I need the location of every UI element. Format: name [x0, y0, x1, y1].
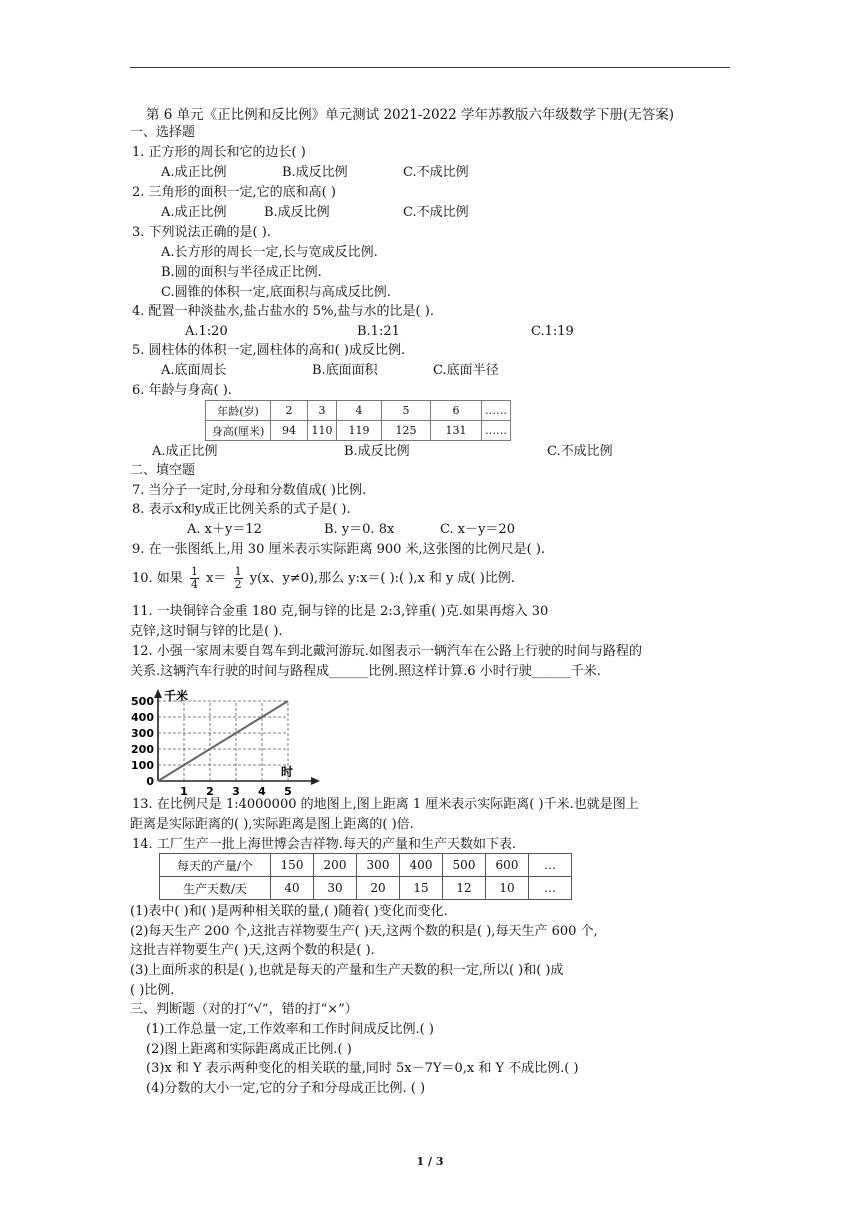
- q3-option-a: A.长方形的周长一定,长与宽成反比例.: [161, 245, 378, 260]
- question-5: 5. 圆柱体的体积一定,圆柱体的高和( )成反比例.: [132, 343, 406, 358]
- table-cell: 131: [431, 421, 482, 441]
- question-14-part-2-line-2: 这批吉祥物要生产( )天,这两个数的积是( ).: [130, 943, 375, 958]
- y-tick-label: 0: [146, 775, 154, 788]
- judge-item-1: (1)工作总量一定,工作效率和工作时间成反比例.( ): [146, 1022, 434, 1037]
- fraction-one-quarter: [190, 566, 199, 591]
- question-14-part-1: (1)表中( )和( )是两种相关联的量,( )随着( )变化而变化.: [130, 904, 448, 919]
- table-cell: 300: [357, 854, 400, 877]
- q4-option-a: A.1:20: [185, 324, 228, 339]
- question-7: 7. 当分子一定时,分母和分数值成( )比例.: [132, 483, 367, 498]
- question-11-line-1: 11. 一块铜锌合金重 180 克,铜与锌的比是 2:3,锌重( )克.如果再熔入 30: [132, 604, 549, 619]
- question-1: 1. 正方形的周长和它的边长( ): [132, 145, 306, 160]
- question-13-line-1: 13. 在比例尺是 1:4000000 的地图上,图上距离 1 厘米表示实际距离( )千米.也就是图上: [132, 797, 639, 812]
- question-8: 8. 表示x和y成正比例关系的式子是( ).: [132, 502, 351, 517]
- question-10: [132, 565, 515, 593]
- table-cell: 20: [357, 877, 400, 900]
- table-cell: ……: [482, 421, 511, 441]
- fraction-one-half: [234, 566, 243, 591]
- question-12-line-1: 12. 小强一家周末要自驾车到北戴河游玩.如图表示一辆汽车在公路上行驶的时间与路程的: [132, 644, 642, 659]
- section-judge-heading: 三、判断题（对的打“√”，错的打“×”）: [130, 1002, 358, 1017]
- question-14-part-2-line-1: (2)每天生产 200 个,这批吉祥物要生产( )天,这两个数的积是( ),每天生产 600 个,: [130, 924, 598, 939]
- table-cell: 600: [486, 854, 529, 877]
- table-cell: 4: [337, 401, 382, 421]
- table-row: [160, 854, 572, 877]
- table-cell: 12: [443, 877, 486, 900]
- table-cell: 5: [382, 401, 431, 421]
- table-row: [206, 421, 511, 441]
- question-13-line-2: 距离是实际距离的( ),实际距离是图上距离的( )倍.: [130, 817, 414, 832]
- table-cell: 15: [400, 877, 443, 900]
- table-cell: 6: [431, 401, 482, 421]
- age-height-table: [205, 400, 511, 441]
- table-cell: 10: [486, 877, 529, 900]
- q5-option-c: C.底面半径: [433, 363, 499, 378]
- q4-option-b: B.1:21: [357, 324, 400, 339]
- y-tick-label: 400: [131, 711, 154, 724]
- table-cell: 30: [314, 877, 357, 900]
- q3-option-b: B.圆的面积与半径成正比例.: [161, 265, 322, 280]
- series-line-distance: [158, 701, 288, 781]
- question-11-line-2: 克锌,这时铜与锌的比是( ).: [130, 624, 283, 639]
- x-axis-unit: 时: [281, 765, 294, 779]
- q8-option-a: A. x＋y＝12: [187, 522, 262, 537]
- section-fill-heading: 二、填空题: [130, 463, 196, 478]
- question-14: 14. 工厂生产一批上海世博会吉祥物.每天的产量和生产天数如下表.: [132, 837, 517, 852]
- q10-middle: x＝: [206, 571, 227, 586]
- question-2: 2. 三角形的面积一定,它的底和高( ): [132, 185, 336, 200]
- table-cell: 94: [271, 421, 308, 441]
- q1-option-b: B.成反比例: [282, 165, 348, 180]
- table-cell: ……: [482, 401, 511, 421]
- y-axis-arrow: [154, 689, 162, 698]
- table-cell: 110: [308, 421, 337, 441]
- q8-option-c: C. x－y＝20: [440, 522, 515, 537]
- y-tick-label: 200: [131, 743, 154, 756]
- table-cell: 150: [271, 854, 314, 877]
- table-cell: 125: [382, 421, 431, 441]
- judge-item-4: (4)分数的大小一定,它的分子和分母成正比例. ( ): [146, 1081, 426, 1096]
- table-cell: 400: [400, 854, 443, 877]
- q2-option-b: B.成反比例: [264, 205, 330, 220]
- q10-prefix: 10. 如果: [132, 571, 183, 586]
- judge-item-2: (2)图上距离和实际距离成正比例.( ): [146, 1042, 352, 1057]
- q6-option-c: C.不成比例: [547, 444, 613, 459]
- table-cell: 身高(厘米): [206, 421, 271, 441]
- question-9: 9. 在一张图纸上,用 30 厘米表示实际距离 900 米,这张图的比例尺是( ).: [132, 542, 546, 557]
- y-tick-label: 300: [131, 727, 154, 740]
- table-cell: 500: [443, 854, 486, 877]
- q1-option-a: A.成正比例: [161, 165, 227, 180]
- question-4: 4. 配置一种淡盐水,盐占盐水的 5%,盐与水的比是( ).: [132, 304, 434, 319]
- table-cell: …: [529, 854, 572, 877]
- fraction-numerator: 1: [190, 565, 198, 578]
- table-cell: 3: [308, 401, 337, 421]
- page-title: 第 6 单元《正比例和反比例》单元测试 2021-2022 学年苏教版六年级数学下册(无答案): [146, 107, 675, 123]
- question-3: 3. 下列说法正确的是( ).: [132, 225, 271, 240]
- table-row: [160, 877, 572, 900]
- fraction-numerator: 1: [234, 565, 242, 578]
- y-tick-label: 500: [131, 695, 154, 708]
- header-rule: [130, 67, 730, 68]
- question-14-part-3-line-1: (3)上面所求的积是( ),也就是每天的产量和生产天数的积一定,所以( )和( )成: [130, 963, 564, 978]
- production-table: [159, 853, 572, 900]
- table-cell: 每天的产量/个: [160, 854, 271, 877]
- q8-option-b: B. y＝0. 8x: [324, 522, 395, 537]
- question-12-line-2: 关系.这辆汽车行驶的时间与路程成______比例.照这样计算.6 小时行驶______千米.: [130, 664, 601, 679]
- q10-suffix: y(x、y≠0),那么 y:x＝( ):( ),x 和 y 成( )比例.: [249, 571, 515, 586]
- x-tick-label: 1: [180, 785, 188, 798]
- chart-series: [158, 701, 288, 781]
- q4-option-c: C.1:19: [531, 324, 574, 339]
- question-14-part-3-line-2: ( )比例.: [130, 983, 175, 998]
- table-cell: 119: [337, 421, 382, 441]
- page-number: 1 / 3: [416, 1155, 444, 1168]
- table-cell: 生产天数/天: [160, 877, 271, 900]
- q1-option-c: C.不成比例: [403, 165, 469, 180]
- q6-option-a: A.成正比例: [152, 444, 218, 459]
- x-tick-label: 2: [206, 785, 214, 798]
- x-axis-arrow: [311, 777, 320, 785]
- table-cell: …: [529, 877, 572, 900]
- table-cell: 200: [314, 854, 357, 877]
- y-tick-labels: [131, 695, 154, 788]
- table-cell: 40: [271, 877, 314, 900]
- q5-option-a: A.底面周长: [161, 363, 227, 378]
- y-axis-unit: 千米: [164, 689, 189, 703]
- section-choice-heading: 一、选择题: [130, 125, 196, 140]
- question-6: 6. 年龄与身高( ).: [132, 383, 232, 398]
- q3-option-c: C.圆锥的体积一定,底面积与高成反比例.: [161, 285, 391, 300]
- judge-item-3: (3)x 和 Y 表示两种变化的相关联的量,同时 5x－7Y＝0,x 和 Y 不成比例.( ): [146, 1061, 579, 1076]
- q5-option-b: B.底面面积: [312, 363, 378, 378]
- table-cell: 2: [271, 401, 308, 421]
- distance-time-chart: [128, 686, 328, 798]
- q2-option-a: A.成正比例: [161, 205, 227, 220]
- fraction-denominator: 4: [190, 578, 198, 591]
- x-tick-label: 3: [232, 785, 240, 798]
- x-tick-label: 4: [258, 785, 266, 798]
- q2-option-c: C.不成比例: [403, 205, 469, 220]
- q6-option-b: B.成反比例: [344, 444, 410, 459]
- fraction-denominator: 2: [234, 578, 242, 591]
- x-tick-label: 5: [284, 785, 292, 798]
- table-cell: 年龄(岁): [206, 401, 271, 421]
- y-tick-label: 100: [131, 759, 154, 772]
- table-row: [206, 401, 511, 421]
